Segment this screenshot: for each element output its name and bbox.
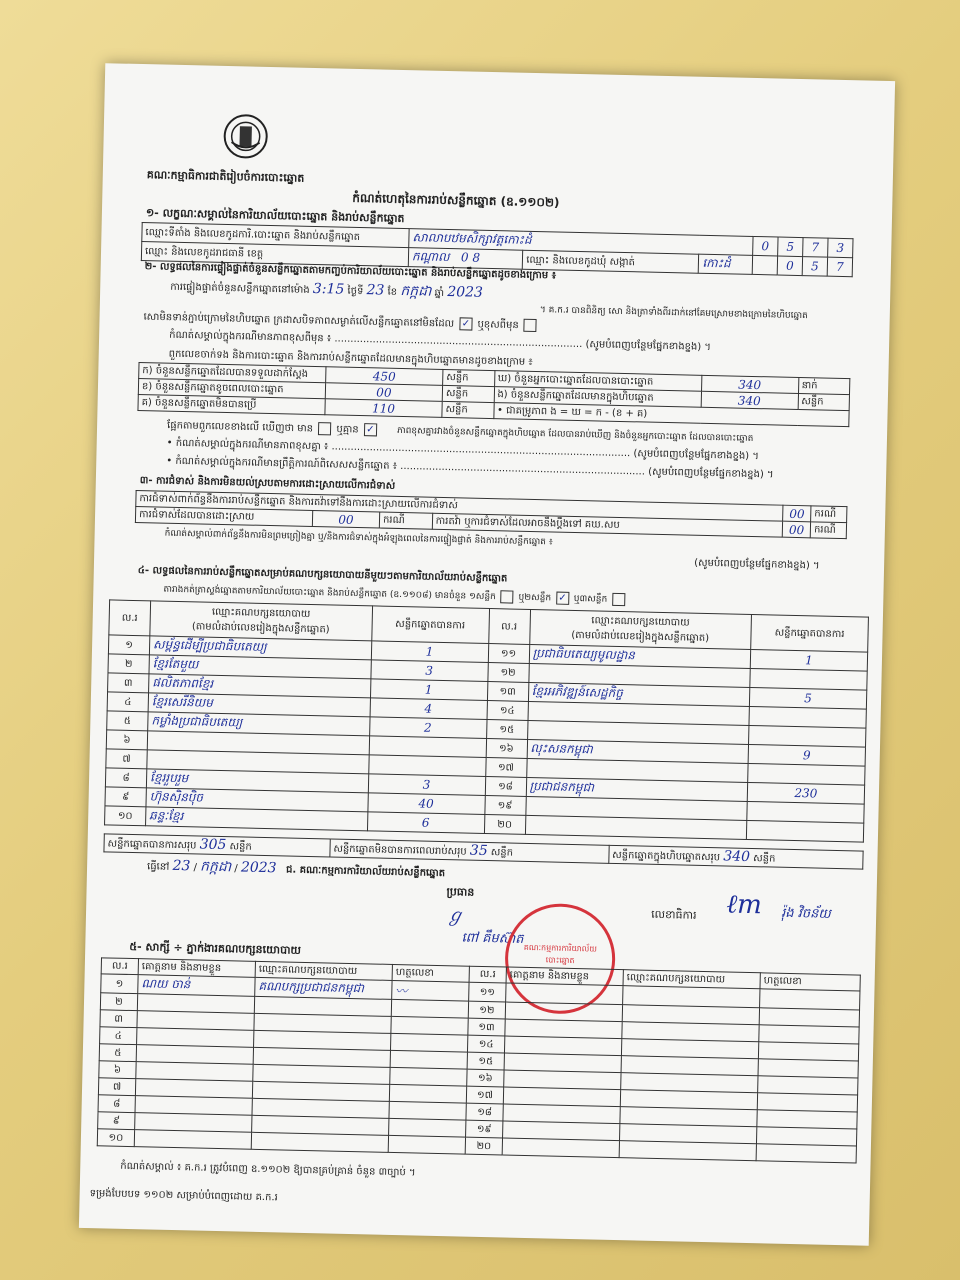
party-name [525,815,747,839]
unit: សន្លឹក [442,401,494,418]
total-invalid [330,839,609,863]
witness-name [502,1138,619,1158]
month-value: កក្កដា [400,282,432,300]
commune-label: ឈ្មោះ និងលេខកូដឃុំ សង្កាត់ [523,250,700,273]
row-no: ១៦ [486,739,527,759]
objections-value: 00 [783,505,811,522]
col-party [150,601,372,641]
location-value: សាលាបឋមសិក្សាវត្តកោះដំ [409,229,753,256]
province-label: ឈ្មោះ និងលេខកូដរាជធានី ខេត្ត [141,242,408,267]
province-code: 0 [460,250,469,265]
row-no: ១៣ [468,1018,505,1036]
witness-party [619,1141,756,1161]
witness-signature [389,1084,466,1103]
difference-line [167,419,379,438]
party-name: ផលិតភាពខ្មែរ [149,674,371,698]
witness-signature [390,1050,467,1069]
witness-name: ណយ ចាន់ [138,975,255,997]
time-value: 3:15 [312,280,345,298]
party-votes: 40 [367,793,484,815]
signoff: ជ. គណៈកម្មការការិយាល័យរាប់សន្លឹកឆ្នោត [285,864,446,880]
items-intro: ពួកលេខចាក់ទង និងការបោះឆ្នោត និងការរាប់សន្លឹកឆ្នោតដែលមានក្នុងហិបឆ្នោតមានដូចខាងក្រោម ៖ [168,348,533,368]
code-digit: 7 [803,238,828,258]
appeal-label: ការតវ៉ា ឬការជំទាស់ដែលអាចនឹងប្តឹងទៅ គឃ.សប [432,513,783,537]
witness-party: គណបក្សប្រជាជនកម្ពុជា [255,977,392,999]
col-no: ល.រ [469,966,506,983]
label: សោមិនទាន់ភ្ជាប់ក្រោមនៃហិបឆ្នោត ក្រដាសបិទភាពសម្ងាត់លើសន្លឹកឆ្នោតនៅមិនដែល [143,311,455,330]
total-valid [104,834,330,857]
label: ឬខុសពីមុន [477,319,519,332]
col-party: ឈ្មោះគណបក្សនយោបាយ [255,961,392,980]
item-a-label: ក) ចំនួនសន្លឹកឆ្នោតដែលបានទទួលដាក់ស្តែង [139,363,326,383]
item-d-label: ឃ) ចំនួនអ្នកបោះឆ្នោតដែលបានបោះឆ្នោត [494,371,701,392]
party-votes: 1 [750,649,867,671]
label: ថ្ងៃទី [347,285,364,298]
row-no: ៦ [99,1061,136,1079]
row-no: ១៥ [467,1052,504,1070]
unit: ករណី [379,512,432,529]
label: ឬ២សន្លឹក [518,592,552,604]
row-no: ១៦ [467,1069,504,1087]
witness-signature [389,1118,466,1137]
row-no: ១២ [487,663,528,683]
party-votes: 5 [749,687,866,709]
row-no: ៩ [98,1112,135,1130]
label: ឬគ្មាន [336,424,359,436]
col-votes: សន្លឹកឆ្នោតបានការ [751,614,869,652]
party-name: ឆន្ទៈខ្មែរ [146,807,368,831]
row-no: ៣ [100,1010,137,1028]
row-no: ៨ [98,1095,135,1113]
footnote: កំណត់សម្គាល់ ៖ គ.ក.រ ត្រូវបំពេញ ឧ.១១០២ ឱ្យបានគ្រប់គ្រាន់ ចំនួន ៣ច្បាប់ ។ [120,1160,416,1179]
row-no: ២ [108,654,149,674]
checkbox-empty[interactable] [612,593,625,606]
party-votes: 2 [369,717,486,739]
row-no: ៤ [107,692,148,712]
day-value: 23 [366,282,385,299]
date-month: កក្កដា [199,858,232,876]
objection-note: កំណត់សម្គាល់ពាក់ព័ន្ធនឹងការមិនព្រមព្រៀងគ្នា ឬ/និងការជំទាស់ក្នុងអំឡុងពេលនៃការផ្ទៀងផ្ទាត់ និងការរាប់សន្លឹកឆ្នោត ៖ [164,528,553,548]
label: ខែ [387,286,398,298]
checkbox-empty[interactable] [524,319,537,332]
party-name: សម្ព័ន្ធដើម្បីប្រជាធិបតេយ្យ [149,636,371,660]
party-votes: 3 [368,774,485,796]
row-no: ១៥ [486,720,527,740]
label: សន្លឹកឆ្នោតក្នុងហិបឆ្នោតសរុប [612,849,721,864]
row-no: ៧ [106,749,147,769]
row-no: ១៩ [484,795,525,815]
date-year: 2023 [240,859,277,877]
total-invalid-value: 35 [469,842,488,860]
witness-signature [391,1016,468,1035]
province-name: កណ្តាល [411,249,450,265]
verification-line [170,279,483,302]
checkbox-checked[interactable]: ✓ [364,423,377,436]
party-name: កម្លាំងប្រជាធិបតេយ្យ [148,712,370,736]
party-votes [746,820,863,842]
col-party-title: ឈ្មោះគណបក្សនយោបាយ [211,606,311,620]
row-no: ១៤ [487,701,528,721]
item-d-value: 340 [701,375,798,393]
party-votes: 6 [367,812,484,834]
row-no: ៣ [108,673,149,693]
witness-signature [388,1135,465,1154]
party-votes: 4 [370,698,487,720]
total-box [609,845,864,869]
col-party-sub: (តាមលំដាប់លេខរៀងក្នុងសន្លឹកឆ្នោត) [571,629,710,645]
col-name: គោត្តនាម និងនាមខ្លួន [138,959,255,978]
chair-signature: ℊ [445,905,465,927]
col-no: ល.រ [488,609,530,645]
row-no: ១៧ [485,757,526,777]
row-no: ១២ [468,1001,505,1019]
secretary-name: រ៉ុង វិចន័យ [781,905,831,922]
code-digit: 3 [828,238,853,258]
item-e-label: ង) ចំនួនសន្លឹកឆ្នោតដែលមានក្នុងហិបឆ្នោត [494,387,701,408]
verification-line-cont: ។ គ.ក.រ បានពិនិត្យ សោ និងត្រាទាំងពីរដាក់នៅគែមស្រោមខាងក្រោមនៃហិបឆ្នោត [539,305,808,322]
col-no: ល.រ [109,600,151,636]
party-name: ខ្មែររួបរួម [146,769,368,793]
fill-note: (សូមបំពេញបន្ថែមផ្នែកខាងខ្នង) ។ [694,557,820,572]
col-party: ឈ្មោះគណបក្សនយោបាយ [623,970,760,989]
code-digit: 0 [777,256,802,276]
party-votes: 1 [370,679,487,701]
item-c-value: 110 [325,399,442,418]
row-no: ៩ [105,787,146,807]
row-no: ២០ [465,1137,502,1155]
col-sign: ហត្ថលេខា [760,973,860,991]
row-no: ៦ [106,730,147,750]
section5-title: ៥- សាក្សី ÷ ភ្នាក់ងារគណបក្សនយោបាយ [129,939,302,957]
party-name: ខ្មែរអភិវឌ្ឍន៍សេដ្ឋកិច្ច [528,682,750,706]
resolved-label: ការជំទាស់ដែលបានដោះស្រាយ [135,506,312,526]
code-digit-empty [752,255,777,275]
checkbox-checked[interactable]: ✓ [459,317,472,330]
witness-signature [390,1067,467,1086]
row-no: ១៨ [466,1103,503,1121]
party-name: ខ្មែរសេរីនិយម [148,693,370,717]
row-no: ៥ [107,711,148,731]
party-votes [368,755,485,777]
witness-name [134,1130,251,1150]
party-name: ប្រជាធិបតេយ្យមូលដ្ឋាន [529,644,751,668]
row-no: ១៩ [466,1120,503,1138]
label: សន្លឹកឆ្នោតមិនបានការពេលរាប់សរុប [333,843,467,858]
label: (សូមបំពេញបន្ថែមផ្នែកខាងខ្នង) ។ [633,448,760,463]
unit: នាក់ [798,377,850,394]
secretary-signature: ℓm [726,889,763,921]
section2-title: ២- លទ្ធផលនៃការផ្ទៀងផ្ទាត់ចំនួនសន្លឹកឆ្នោតតាមកញ្ចប់ការិយាល័យបោះឆ្នោត និងរាប់សន្លឹកឆ្នោតដូចខាងក្រោម ៖ [144,261,557,282]
commune-value: កោះដំ [699,254,753,274]
checkbox-empty[interactable] [501,590,514,603]
row-no: ៧ [98,1078,135,1096]
section3-title: ៣- ការជំទាស់ និងការមិនយល់ស្របតាមការដោះស្រាយលើការជំទាស់ [139,475,396,492]
party-name: ហ៊ុនស៊ិនប៉ិច [146,788,368,812]
col-party-title: ឈ្មោះគណបក្សនយោបាយ [591,615,690,629]
item-e-value: 340 [701,391,798,409]
section4-title: ៤- លទ្ធផលនៃការរាប់សន្លឹកឆ្នោតសម្រាប់គណបក្សនយោបាយនីមួយៗតាមការិយាល័យរាប់សន្លឹកឆ្នោត [137,565,508,585]
party-name: ខ្មែរតែមួយ [149,655,371,679]
appeal-value: 00 [783,521,811,538]
label: សន្លឹកឆ្នោតបានការសរុប [107,838,197,852]
label: • កំណត់សម្គាល់ក្នុងករណីមានព្រឹត្តិការណ៍ពិសេសសន្លឹកឆ្នោត ៖ [166,455,398,472]
row-no: ៨ [105,768,146,788]
witness-signature [391,999,468,1018]
witness-party [251,1132,388,1152]
row-no: ១៨ [485,776,526,796]
witness-signature [389,1101,466,1120]
checkbox-checked[interactable]: ✓ [556,592,569,605]
label: ការផ្ទៀងផ្ទាត់ចំនួនសន្លឹកឆ្នោតនៅម៉ោង [170,281,310,296]
unit: សន្លឹក [798,393,850,410]
label: កំណត់សម្គាល់ក្នុងករណីមានភាពខុសពីមុន ៖ [169,329,332,345]
code-digit: 7 [827,257,852,277]
party-name: លុះសនកម្ពុជា [527,739,749,763]
witness-signature [756,1144,856,1163]
secretary-label: លេខាធិការ [651,907,697,922]
difference-line-cont: ភាពខុសគ្នារវាងចំនួនសន្លឹកឆ្នោតក្នុងហិបឆ្នោត ដែលបានរាប់ឃើញ និងចំនួនអ្នកបោះឆ្នោត ដែលបានបោះឆ្នោត [396,425,754,444]
chair-name: ពៅ គឹមស៊ាត [461,930,524,947]
party-votes: 1 [371,641,488,663]
label: • កំណត់សម្គាល់ក្នុងករណីមានភាពខុសគ្នា ៖ [166,437,329,453]
unit: ករណី [811,506,847,523]
commission-name: គណៈកម្មាធិការជាតិរៀបចំការបោះឆ្នោត [146,168,305,185]
party-votes [749,706,866,728]
party-votes: 230 [747,782,864,804]
section1-title: ១- លក្ខណៈសម្គាល់នៃការិយាល័យបោះឆ្នោត និងរាប់សន្លឹកឆ្នោត [145,206,405,226]
row-no: ១១ [488,644,529,664]
total-box-value: 340 [723,848,751,866]
ballot-counts-table [137,362,850,427]
resolved-value: 00 [312,511,379,529]
unit: សន្លឹក [490,847,514,859]
col-sign: ហត្ថលេខា [392,964,469,982]
label: (សូមបំពេញបន្ថែមផ្នែកខាងខ្នង) ។ [585,339,712,354]
form-title: កំណត់ហេតុនៃការរាប់សន្លឹកឆ្នោត (ឧ.១១០២) [352,190,560,210]
dotted-fill: .............................................................................. [334,333,583,351]
unit: សន្លឹក [753,853,776,865]
witness-table [97,957,861,1163]
witness-signature [390,1033,467,1052]
row-no: ៤ [100,1027,137,1045]
chair-label: ប្រធាន [446,885,475,899]
party-votes [748,763,865,785]
label: តារាងកត់ត្រាស្ទង់ឆ្នោតតាមការិយាល័យបោះឆ្នោត និងរាប់សន្លឹកឆ្នោត (ឧ.១១០៨) មានចំនួន ១សន្លឹក [163,584,496,603]
col-votes: សន្លឹកឆ្នោតបានការ [371,606,489,644]
row-no: ១៧ [466,1086,503,1104]
col-no: ល.រ [101,958,138,975]
label: (សូមបំពេញបន្ថែមផ្នែកខាងខ្នង) ។ [648,466,774,481]
row-no: ១១ [469,982,506,1002]
year-value: 2023 [447,284,484,301]
province-code: 8 [472,250,481,265]
date-line: ធ្វើនៅ 23 / កក្កដា / 2023 ជ. គណៈកម្មការការិយាល័យរាប់សន្លឹកឆ្នោត [146,857,446,880]
unit: សន្លឹក [229,841,252,853]
form-footer: ទម្រង់បែបបទ ១១០២ សម្រាប់បំពេញដោយ គ.ក.រ [89,1188,278,1204]
row-no: ១០ [105,806,146,826]
party-votes [369,736,486,758]
item-b-label: ខ) ចំនួនសន្លឹកឆ្នោតខូចពេលបោះឆ្នោត [138,379,325,399]
row-no: ១ [101,974,138,994]
checkbox-empty[interactable] [318,422,331,435]
emblem-icon [221,112,270,161]
location-label: ឈ្មោះទីតាំង និងលេខកូដការិ.បោះឆ្នោត និងរាប់សន្លឹកឆ្នោត [142,223,409,248]
code-digit: 0 [753,236,778,256]
results-table [104,599,869,842]
dotted-fill: ............................................................................. [400,460,646,478]
item-c-label: គ) ចំនួនសន្លឹកឆ្នោតមិនបានប្រើ [138,395,325,415]
row-no: ២០ [484,814,525,834]
label: ឆ្នាំ [434,287,445,299]
party-votes: 9 [748,744,865,766]
row-no: ១៤ [467,1035,504,1053]
party-votes: 3 [370,660,487,682]
row-no: ១៣ [487,682,528,702]
row-no: ១ [108,635,149,655]
label: ធ្វើនៅ [146,861,170,873]
label: ផ្អែកតាមពួកលេខខាងលើ ឃើញថា មាន [166,420,314,435]
witness-signature: 〰 [392,980,469,1001]
code-digit: 5 [802,257,827,277]
election-form-sheet [79,63,895,1246]
item-b-value: 00 [325,383,442,402]
label: ឬ៣សន្លឹក [573,593,608,605]
dotted-fill: .............................................................................................. [331,441,631,460]
formula: • ជាគម្រូភាព ង = ឃ = ក - (ខ + គ) [493,403,849,427]
unit: ករណី [810,522,846,539]
witness-signature [760,989,860,1010]
party-name: ប្រជាជនកម្ពុជា [526,777,748,801]
row-no: ៥ [99,1044,136,1062]
col-party [529,609,751,649]
objections-label: ការជំទាស់ពាក់ព័ន្ធនឹងការរាប់សន្លឹកឆ្នោត និងការតវ៉ាទៅនឹងការដោះស្រាយលើការជំទាស់ [136,490,783,521]
unit: សន្លឹក [443,369,495,386]
col-party-sub: (តាមលំដាប់លេខរៀងក្នុងសន្លឹកឆ្នោត) [191,621,330,636]
date-day: 23 [172,857,191,875]
code-digit: 5 [778,237,803,257]
col-name: គោត្តនាម និងនាមខ្លួន [506,967,623,986]
row-no: ១០ [97,1129,134,1147]
total-valid-value: 305 [199,836,227,854]
row-no: ២ [100,993,137,1011]
unit: សន្លឹក [442,385,494,402]
witness-name [506,983,623,1005]
item-a-value: 450 [326,367,443,386]
stamp-text: គណៈកម្មការការិយាល័យបោះឆ្នោត [523,942,598,966]
